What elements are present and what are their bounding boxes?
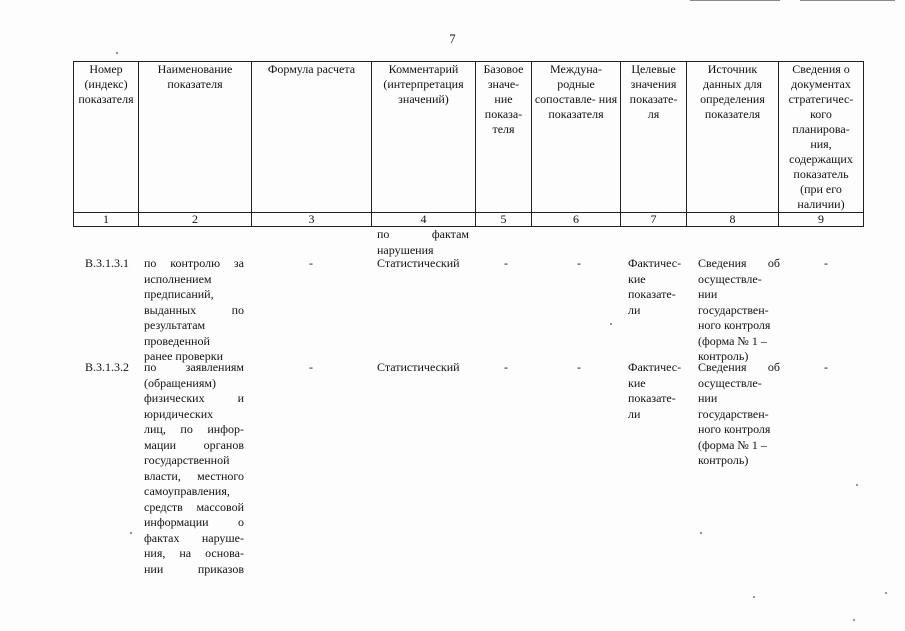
col-number: 7: [621, 213, 687, 227]
row-formula: -: [309, 360, 313, 374]
name-line: информации о: [144, 515, 244, 529]
source-line: государствен-: [698, 406, 769, 421]
page-number: 7: [449, 32, 456, 46]
source-line: ного контроля: [698, 422, 771, 436]
name-line: власти, местного: [144, 468, 244, 483]
name-line: результатам: [144, 318, 206, 332]
target-line: показате-: [628, 391, 676, 405]
header-table: [73, 61, 864, 227]
row-base: -: [504, 256, 508, 270]
scan-speck: [856, 484, 858, 486]
target-line: Фактичес-: [628, 360, 682, 374]
source-line: ного контроля: [698, 318, 771, 332]
row-target: [628, 360, 690, 422]
name-line: выданных по: [144, 302, 244, 317]
row-docs: -: [824, 360, 828, 374]
header-international: Междуна- родные сопоставле- ния показателя: [532, 62, 621, 213]
source-line: осуществле-: [698, 271, 762, 286]
source-line: нии: [698, 391, 718, 405]
row-docs: -: [824, 256, 828, 270]
source-line: (форма № 1 –: [698, 333, 767, 348]
row-base: -: [504, 360, 508, 374]
name-line: исполнением: [144, 271, 212, 286]
header-source: Источник данных для определения показателя: [687, 62, 779, 213]
name-line: (обращениям): [144, 375, 216, 390]
target-line: ли: [628, 302, 641, 317]
carryover-line: нарушения: [377, 242, 434, 257]
target-line: кие: [628, 271, 646, 286]
scan-speck: [885, 592, 887, 594]
col-number: 8: [687, 213, 779, 227]
source-line: контроль): [698, 349, 749, 363]
name-line: проведенной: [144, 333, 210, 348]
row-index: В.3.1.3.2: [85, 360, 130, 374]
row-international: -: [577, 360, 581, 374]
name-line: мации органов: [144, 437, 244, 452]
row-comment: Статистический: [377, 360, 460, 374]
name-line: предписаний,: [144, 287, 214, 301]
source-line: нии: [698, 287, 718, 301]
source-line: (форма № 1 –: [698, 437, 767, 452]
name-line: ния, на основа-: [144, 546, 244, 560]
scan-edge-line: [690, 0, 780, 1]
source-line: осуществле-: [698, 375, 762, 390]
row-name: [144, 360, 244, 577]
source-line: контроль): [698, 453, 749, 467]
header-docs: Сведения о документах стратегичес- кого планирова- ния, содержащих показатель (при его наличии): [779, 62, 864, 213]
carryover-line: по фактам: [377, 227, 469, 241]
carryover-text: [377, 227, 469, 258]
scan-speck: [130, 532, 132, 534]
row-target: [628, 256, 690, 318]
name-line: юридических: [144, 406, 214, 421]
scan-speck: [700, 532, 702, 534]
name-line: по контролю за: [144, 256, 244, 270]
scan-edge-line: [800, 0, 895, 1]
col-number: 2: [139, 213, 252, 227]
col-number: 5: [476, 213, 532, 227]
name-line: средств массовой: [144, 499, 244, 514]
name-line: фактах наруше-: [144, 530, 244, 545]
name-line: ранее проверки: [144, 349, 223, 363]
header-comment: Комментарий (интерпретация значений): [372, 62, 476, 213]
source-line: Сведения об: [698, 256, 780, 270]
target-line: кие: [628, 375, 646, 390]
name-line: самоуправления,: [144, 484, 230, 498]
name-line: нии приказов: [144, 561, 244, 576]
row-name: [144, 256, 244, 365]
target-line: показате-: [628, 287, 676, 301]
row-index: В.3.1.3.1: [85, 256, 130, 270]
col-number: 4: [372, 213, 476, 227]
row-international: -: [577, 256, 581, 270]
source-line: Сведения об: [698, 360, 780, 374]
header-formula: Формула расчета: [252, 62, 372, 213]
scan-speck: [853, 619, 855, 621]
row-source: [698, 360, 780, 469]
scan-speck: [610, 323, 612, 325]
name-line: лиц, по инфор-: [144, 422, 244, 436]
source-line: государствен-: [698, 302, 769, 317]
col-number: 9: [779, 213, 864, 227]
row-comment: Статистический: [377, 256, 460, 270]
target-line: Фактичес-: [628, 256, 682, 270]
name-line: государственной: [144, 453, 230, 467]
header-name: Наименование показателя: [139, 62, 252, 213]
col-number: 3: [252, 213, 372, 227]
header-index: Номер (индекс) показателя: [74, 62, 139, 213]
row-formula: -: [309, 256, 313, 270]
header-target: Целевые значения показате- ля: [621, 62, 687, 213]
header-base: Базовое значе- ние показа- теля: [476, 62, 532, 213]
scan-speck: [116, 52, 118, 54]
target-line: ли: [628, 406, 641, 421]
name-line: по заявлениям: [144, 360, 244, 374]
name-line: физических и: [144, 391, 244, 405]
col-number: 6: [532, 213, 621, 227]
row-source: [698, 256, 780, 365]
scan-speck: [753, 596, 755, 598]
col-number: 1: [74, 213, 139, 227]
